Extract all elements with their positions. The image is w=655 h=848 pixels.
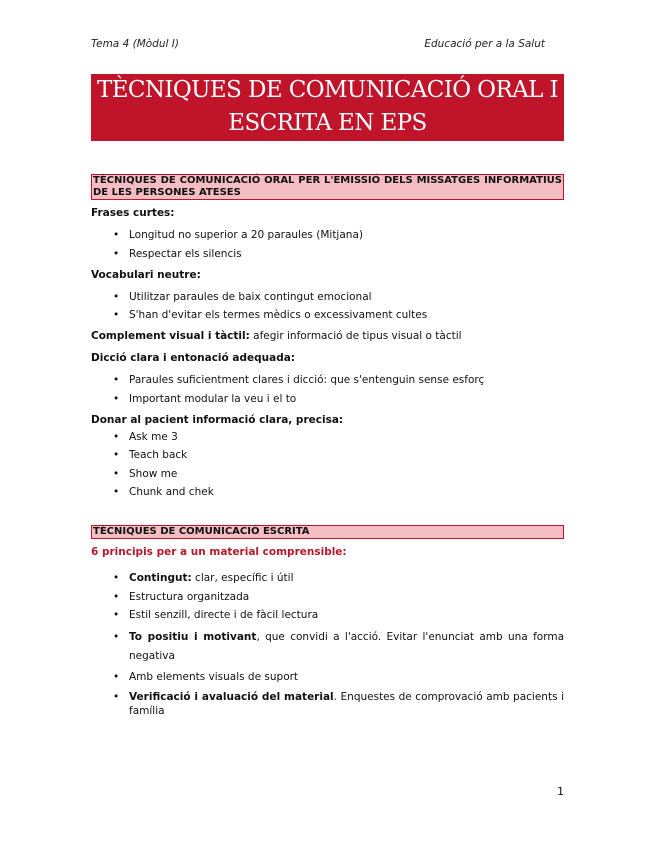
- bullet-icon: •: [113, 467, 120, 480]
- label-diccio-clara: Dicció clara i entonació adequada:: [91, 352, 295, 364]
- list-item: • Show me: [113, 467, 178, 480]
- complement-visual-paragraph: [91, 330, 564, 343]
- bullet-icon: •: [113, 290, 120, 303]
- bullet-icon: •: [113, 392, 120, 405]
- bullet-icon: •: [113, 671, 120, 683]
- section-heading-oral: TÈCNIQUES DE COMUNICACIÓ ORAL PER L'EMISSIÓ DELS MISSATGES INFORMATIUS DE LES PERSONES ATESES: [93, 175, 562, 198]
- bullet-icon: •: [113, 486, 120, 498]
- document-title: [91, 74, 564, 141]
- list-item: • Ask me 3: [113, 430, 178, 443]
- bullet-icon: •: [113, 247, 120, 260]
- section-heading-escrita: TÈCNIQUES DE COMUNICACIÓ ESCRITA: [91, 525, 564, 539]
- label-donar-informacio: Donar al pacient informació clara, precisa:: [91, 413, 344, 426]
- list-item: • Amb elements visuals de suport: [113, 671, 299, 683]
- list-item: • Important modular la veu i el to: [113, 392, 297, 405]
- bullet-icon: •: [113, 374, 120, 386]
- list-item: • Chunk and chek: [113, 486, 214, 498]
- bullet-icon: •: [113, 630, 120, 643]
- list-item: • S'han d'evitar els termes mèdics o excessivament cultes: [113, 309, 428, 321]
- list-diccio-clara: [91, 374, 564, 406]
- list-item: • Paraules suficientment clares i dicció: que s'entenguin sense esforç: [113, 374, 485, 386]
- header-right: Educació per a la Salut: [424, 38, 545, 50]
- list-donar-informacio: [91, 431, 564, 500]
- list-item: • Teach back: [113, 449, 188, 461]
- bullet-icon: •: [113, 449, 120, 461]
- bullet-icon: •: [113, 609, 120, 621]
- list-item: • Estructura organitzada: [113, 590, 250, 603]
- bullet-icon: •: [113, 690, 120, 703]
- list-item: • Verificació i avaluació del material. Enquestes de comprovació amb pacients i família: [113, 690, 564, 717]
- bullet-icon: •: [113, 229, 120, 241]
- list-principis: [91, 572, 564, 718]
- document-content: [91, 174, 564, 726]
- list-item: • Contingut: clar, específic i útil: [113, 572, 294, 584]
- bullet-icon: •: [113, 590, 120, 603]
- bullet-icon: •: [113, 430, 120, 443]
- header-left: Tema 4 (Mòdul I): [91, 38, 179, 50]
- bullet-icon: •: [113, 309, 120, 321]
- complement-visual-text: afegir informació de tipus visual o tàctil: [249, 330, 462, 342]
- list-item: • To positiu i motivant, que convidi a l'acció. Evitar l'enunciat amb una forma negativa: [91, 628, 564, 666]
- list-item: • Longitud no superior a 20 paraules (Mitjana): [113, 229, 363, 241]
- list-item: • Utilitzar paraules de baix contingut emocional: [113, 290, 372, 303]
- list-frases-curtes: [91, 229, 564, 261]
- bullet-icon: •: [113, 572, 120, 584]
- list-vocabulari-neutre: [91, 291, 564, 323]
- list-item: • Respectar els silencis: [113, 247, 242, 260]
- label-vocabulari-neutre: Vocabulari neutre:: [91, 268, 201, 281]
- list-item: • Estil senzill, directe i de fàcil lectura: [113, 609, 319, 621]
- subheading-principis: 6 principis per a un material comprensible:: [91, 546, 347, 558]
- title-line-1: TÈCNIQUES DE COMUNICACIÓ ORAL I: [96, 77, 559, 103]
- title-line-2: ESCRITA EN EPS: [228, 110, 427, 136]
- label-frases-curtes: Frases curtes:: [91, 207, 175, 219]
- page-number: 1: [557, 785, 564, 798]
- label-complement-visual: Complement visual i tàctil:: [91, 330, 250, 342]
